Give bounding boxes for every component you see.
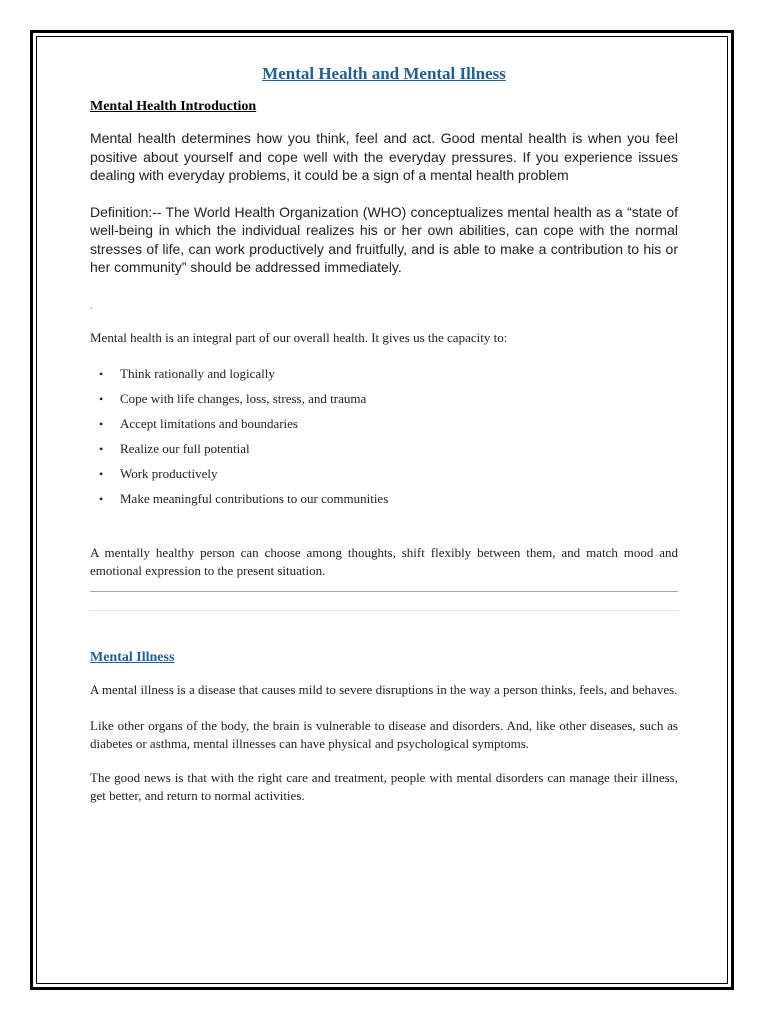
list-item-text: Think rationally and logically — [120, 365, 275, 381]
bullet-icon: • — [99, 441, 104, 456]
bullet-icon: • — [99, 391, 104, 406]
capacity-list — [90, 365, 678, 515]
list-item — [90, 465, 678, 490]
bullet-icon: • — [99, 491, 104, 506]
list-item — [90, 365, 678, 390]
document-title: Mental Health and Mental Illness — [262, 64, 506, 83]
illness-paragraph-3: The good news is that with the right care and treatment, people with mental disorders can manage their illness, get better, and return to normal activities. — [90, 769, 678, 803]
list-item — [90, 390, 678, 415]
intro-closing: A mentally healthy person can choose among thoughts, shift flexibly between them, and match mood and emotional expression to the present situation. — [90, 544, 678, 578]
illness-paragraph-2: Like other organs of the body, the brain is vulnerable to disease and disorders. And, like other diseases, such as diabetes or asthma, mental illnesses can have physical and psychological symptoms. — [90, 717, 678, 751]
list-item-text: Accept limitations and boundaries — [120, 415, 298, 431]
intro-paragraph-1: Mental health determines how you think, feel and act. Good mental health is when you feel positive about yourself and cope well with the everyday pressures. If you experience issues dealing with everyday problems, it could be a sign of a mental health problem — [90, 130, 678, 183]
stray-mark: . — [90, 300, 93, 312]
capacity-intro: Mental health is an integral part of our overall health. It gives us the capacity to: — [90, 329, 508, 345]
bullet-icon: • — [99, 366, 104, 381]
illness-paragraph-1: A mental illness is a disease that causes mild to severe disruptions in the way a person thinks, feels, and behaves. — [90, 681, 678, 697]
list-item-text: Realize our full potential — [120, 440, 250, 456]
intro-paragraph-2: Definition:-- The World Health Organization (WHO) conceptualizes mental health as a “state of well-being in which the individual realizes his or her own abilities, can cope with the normal stresses of life, can work productively and fruitfully, and is able to make a contribution to his or her community” should be addressed immediately. — [90, 203, 678, 275]
section-divider-light — [90, 610, 678, 611]
document-body — [90, 62, 678, 805]
illness-heading: Mental Illness — [90, 649, 175, 665]
section-divider — [90, 591, 678, 592]
bullet-icon: • — [99, 416, 104, 431]
list-item-text: Cope with life changes, loss, stress, and trauma — [120, 390, 367, 406]
list-item — [90, 490, 678, 515]
list-item — [90, 440, 678, 465]
bullet-icon: • — [99, 466, 104, 481]
list-item — [90, 415, 678, 440]
intro-heading: Mental Health Introduction — [90, 99, 257, 114]
list-item-text: Work productively — [120, 465, 218, 481]
list-item-text: Make meaningful contributions to our communities — [120, 490, 389, 506]
